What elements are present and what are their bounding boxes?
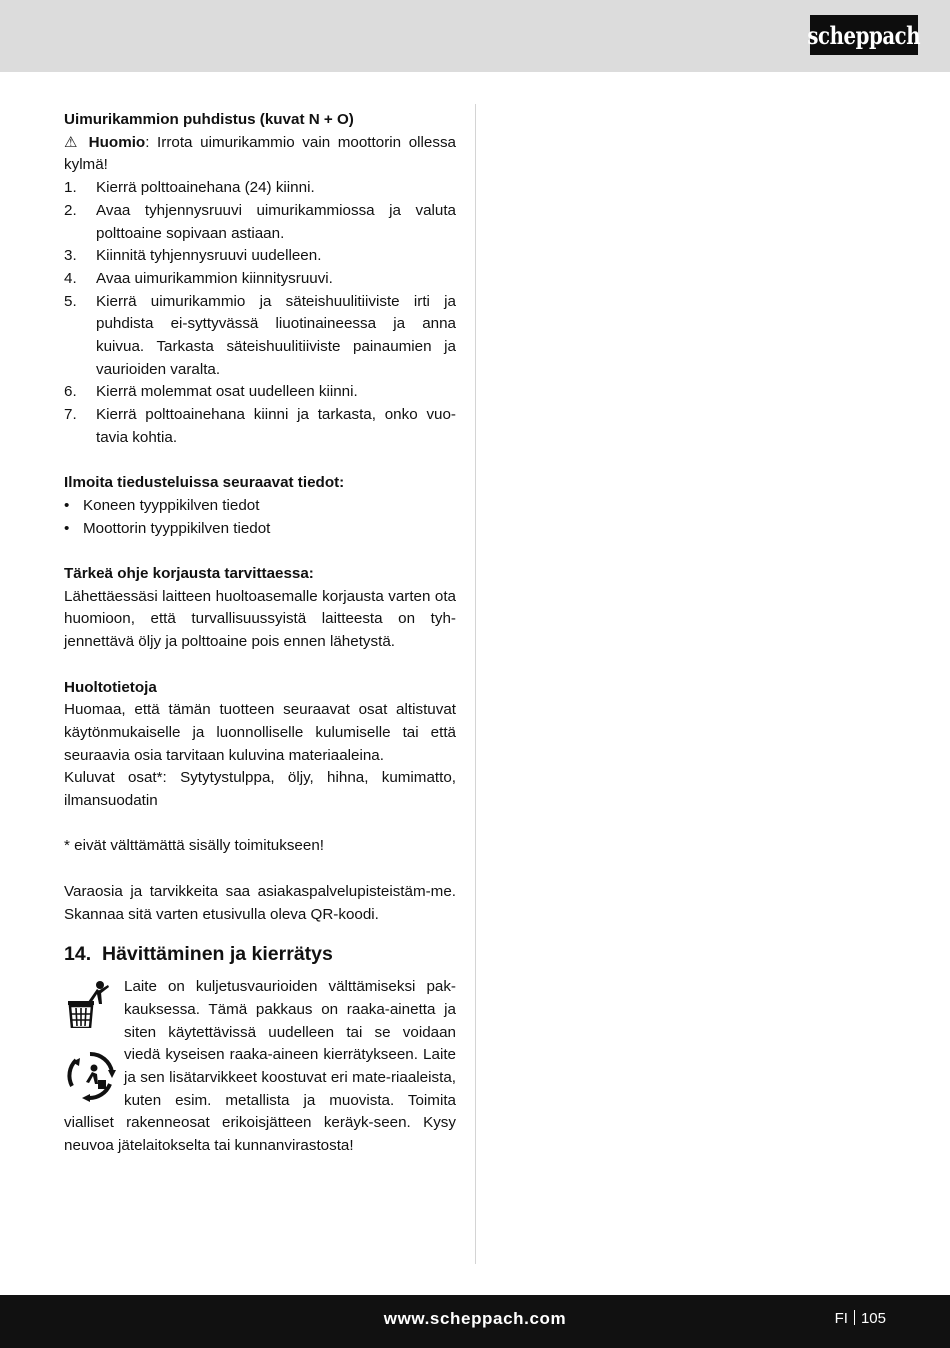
section-heading-disposal: 14. Hävittäminen ja kierrätys: [64, 943, 333, 966]
inquiries-list: [64, 495, 456, 540]
service-text: Huomaa, että tämän tuotteen seuraavat osat altistuvat käytönmukaiselle ja luonnolliselle kulumiselle tai että seuraavia osia tarvitaan kuluvina materiaaleina.: [64, 701, 456, 764]
spare-parts-text: Varaosia ja tarvikkeita saa asiakaspalvelupisteistäm-me. Skannaa sitä varten etusivulla oleva QR-koodi.: [64, 882, 456, 923]
list-item: 1. Kierrä polttoainehana (24) kiinni.: [64, 179, 315, 197]
trash-bin-icon: [64, 978, 122, 1028]
page-number: 105: [860, 1310, 886, 1327]
list-item: 5. Kierrä uimurikammio ja säteishuulitiiviste irti ja puhdista ei-syttyvässä liuotinaineessa ja anna kuivua. Tarkasta säteishuulitiiviste painaumien ja vaurioiden varalta.: [64, 292, 456, 378]
warning-icon: ⚠: [64, 133, 82, 151]
cleaning-steps: [64, 177, 456, 449]
wear-parts-text: Kuluvat osat*: Sytytystulppa, öljy, hihna, kumimatto, ilmansuodatin: [64, 769, 456, 810]
warning-text: : Irrota uimurikammio vain moottorin ollessa kylmä!: [64, 133, 456, 174]
repair-text: Lähettäessäsi laitteen huoltoasemalle korjausta varten ota huomioon, että turvallisuussyistä laitteesta on tyh-jennettävä öljy ja polttoaine pois ennen lähetystä.: [64, 587, 456, 651]
footer-website-link[interactable]: www.scheppach.com: [383, 1309, 567, 1328]
disposal-icons: [64, 978, 122, 1106]
brand-logo: scheppach: [810, 15, 918, 55]
footer-bar: [0, 1295, 950, 1348]
inquiries-title: Ilmoita tiedusteluissa seuraavat tiedot:: [64, 474, 345, 492]
list-item: 2. Avaa tyhjennysruuvi uimurikammiossa ja valuta polttoaine sopivaan astiaan.: [64, 201, 456, 242]
list-item: 3. Kiinnitä tyhjennysruuvi uudelleen.: [64, 247, 322, 265]
main-column: [64, 109, 456, 1158]
list-item: 4. Avaa uimurikammion kiinnitysruuvi.: [64, 269, 333, 287]
column-divider: [475, 104, 476, 1264]
page-separator: [854, 1310, 855, 1325]
header-bar: [0, 0, 950, 72]
warning-label: Huomio: [88, 133, 146, 151]
language-code: FI: [834, 1310, 848, 1327]
recycle-icon: [64, 1050, 122, 1106]
list-item: 6. Kierrä molemmat osat uudelleen kiinni.: [64, 383, 358, 401]
list-item: 7. Kierrä polttoainehana kiinni ja tarkasta, onko vuo-tavia kohtia.: [64, 406, 456, 446]
list-item: • Koneen tyyppikilven tiedot: [64, 495, 456, 518]
service-title: Huoltotietoja: [64, 678, 157, 696]
disposal-block: [64, 976, 456, 1158]
float-cleaning-title: Uimurikammion puhdistus (kuvat N + O): [64, 111, 354, 128]
page-indicator: [835, 1310, 886, 1327]
list-item: • Moottorin tyyppikilven tiedot: [64, 518, 456, 541]
footnote: * eivät välttämättä sisälly toimitukseen!: [64, 837, 324, 855]
warning-note: [64, 132, 456, 177]
disposal-text: Laite on kuljetusvaurioiden välttämiseksi pak-kauksessa. Tämä pakkaus on raaka-ainetta ja siten käytettävissä uudelleen tai se voidaan viedä kyseisen raaka-aineen kierrätykseen. Laite ja sen lisätarvikkeet koostuvat eri mate-riaaleista, kuten esim. metallista ja muovista. Toimita vialliset rakenneosat erikoisjätteen keräyk-seen. Kysy neuvoa jätelaitokselta tai kunnanvirastosta!: [64, 978, 456, 1155]
repair-title: Tärkeä ohje korjausta tarvittaessa:: [64, 565, 314, 583]
